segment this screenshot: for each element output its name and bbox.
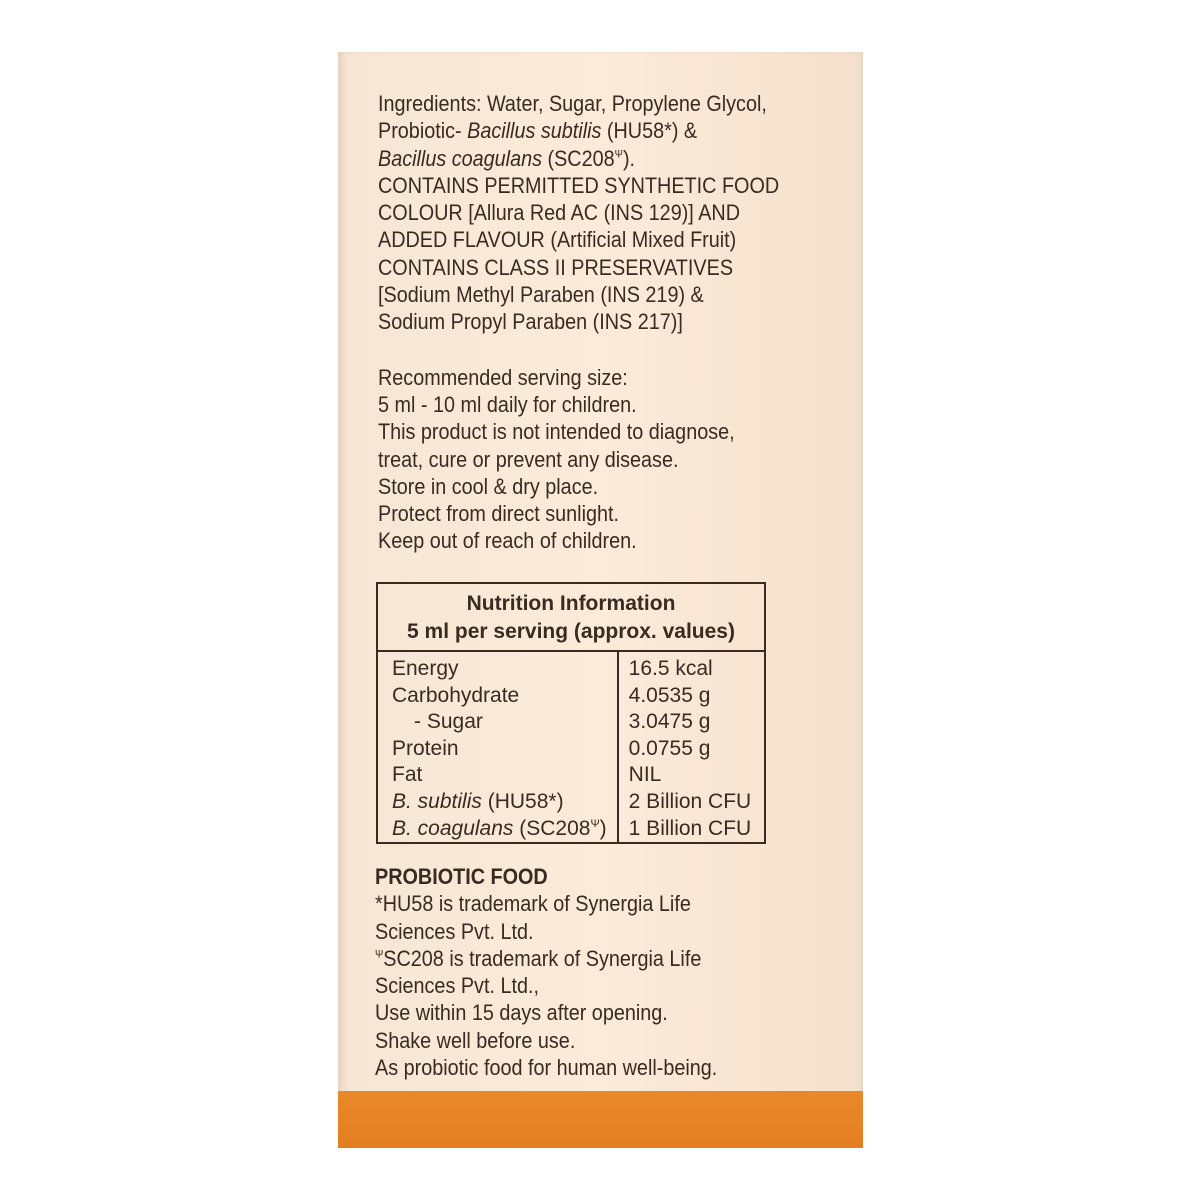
usage-line: This product is not intended to diagnose, [378,419,735,445]
product-box-panel [338,52,863,1148]
usage-line: Store in cool & dry place. [378,473,599,499]
usage-line: Protect from direct sunlight. [378,501,620,527]
footer-text-block [375,863,798,1081]
trademark-psi-mark: Ψ [614,148,623,161]
nutrition-subtitle: 5 ml per serving (approx. values) [407,620,735,643]
nutrient-value: 1 Billion CFU [628,816,752,840]
species-subtilis: Bacillus subtilis [467,118,602,144]
nutrient-names [377,651,618,843]
nutrition-header-row [377,583,765,651]
spacer [378,336,801,364]
nutrient-name-subtilis [392,789,607,816]
nutrient-value: NIL [628,763,662,787]
species-subtilis: B. subtilis [392,789,482,813]
nutrition-header [377,583,765,651]
usage-line: 5 ml - 10 ml daily for children. [378,391,637,417]
ingredients-list-start: Water, Sugar, Propylene Glycol, [481,91,767,116]
ingredients-statement: ADDED FLAVOUR (Artificial Mixed Fruit) [378,227,737,253]
ingredients-line-2 [378,117,801,144]
ingredients-statement: CONTAINS CLASS II PRESERVATIVES [378,254,734,280]
nutrient-name: - Sugar [414,710,483,734]
nutrient-name-wrap [392,709,607,736]
ingredients-statement: Sodium Propyl Paraben (INS 217)] [378,309,683,335]
nutrient-value: 2 Billion CFU [628,789,752,813]
usage-instruction: Use within 15 days after opening. [375,1000,668,1026]
usage-line: Recommended serving size: [378,364,628,390]
nutrient-name: Energy [392,657,459,680]
nutrient-value: 0.0755 g [628,736,711,760]
trademark-note [375,945,798,972]
trademark-psi-mark: Ψ [590,817,600,830]
orange-bottom-band [338,1091,863,1148]
usage-instruction: Shake well before use. [375,1027,576,1053]
species-coagulans: Bacillus coagulans [378,145,543,171]
nutrient-value: 16.5 kcal [628,657,713,680]
nutrient-name: Carbohydrate [392,683,520,707]
strain-hu58: (HU58*) & [601,118,698,144]
species-coagulans: B. coagulans [392,816,514,840]
usage-line: treat, cure or prevent any disease. [378,446,679,472]
trademark-note: Sciences Pvt. Ltd. [375,918,534,944]
nutrient-name: Fat [392,763,423,787]
usage-instruction: As probiotic food for human well-being. [375,1055,718,1081]
nutrition-title: Nutrition Information [466,592,676,615]
nutrient-values [618,651,765,843]
nutrition-table [376,582,766,844]
trademark-note: *HU58 is trademark of Synergia Life [375,891,691,917]
label-text-block [378,90,801,555]
ingredients-label: Ingredients: [378,91,482,116]
nutrient-name-coagulans [392,816,607,843]
strain-close: ) [599,816,607,840]
strain-sc208: (SC208 [513,816,591,840]
nutrient-value: 3.0475 g [628,710,711,734]
strain-sc208: (SC208 [542,145,615,171]
ingredients-statement: [Sodium Methyl Paraben (INS 219) & [378,282,704,308]
probiotic-prefix: Probiotic- [378,118,468,144]
nutrient-value: 4.0535 g [628,683,711,707]
ingredients-statement: COLOUR [Allura Red AC (INS 129)] AND [378,200,741,226]
strain-hu58: (HU58*) [481,789,564,813]
probiotic-food-heading: PROBIOTIC FOOD [375,864,548,889]
usage-line: Keep out of reach of children. [378,528,637,554]
ingredients-statement: CONTAINS PERMITTED SYNTHETIC FOOD [378,172,780,198]
trademark-text: SC208 is trademark of Synergia Life [383,945,702,971]
trademark-psi-mark: Ψ [375,948,384,961]
ingredients-line-1 [378,90,801,117]
ingredients-line-3 [378,145,801,172]
nutrition-row [377,651,765,843]
nutrient-name: Protein [392,736,459,760]
trademark-note: Sciences Pvt. Ltd., [375,973,539,999]
strain-close: ). [622,145,636,171]
